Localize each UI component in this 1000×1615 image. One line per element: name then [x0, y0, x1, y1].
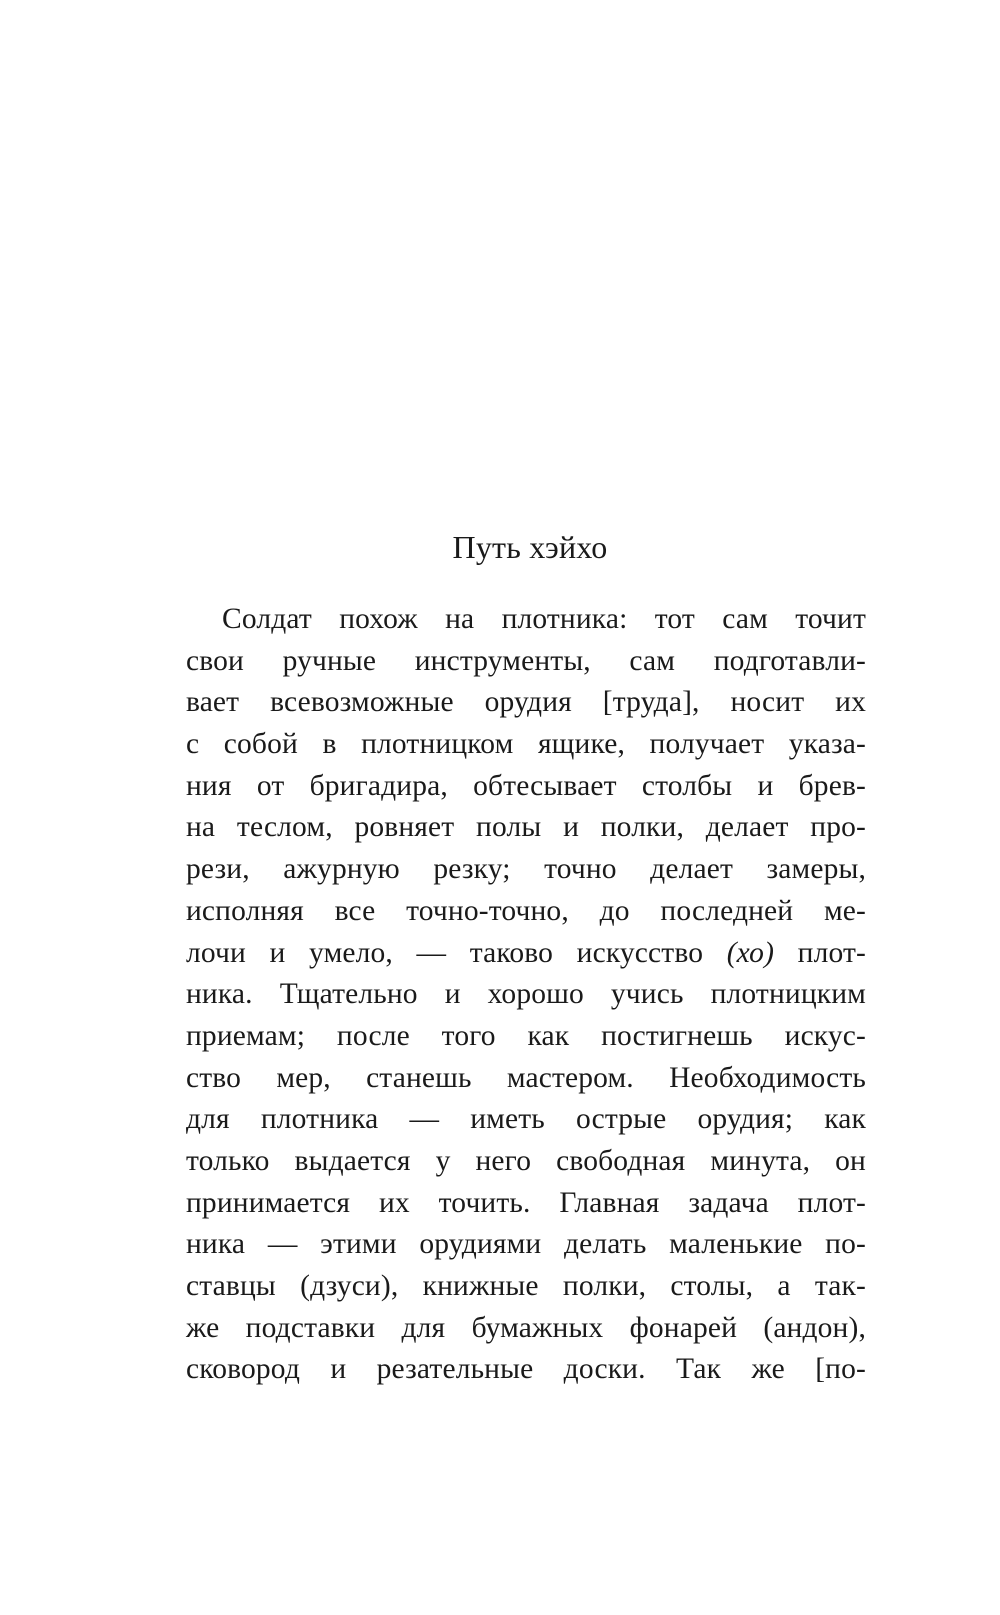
- text-line: ника. Тщательно и хорошо учись плотницким: [186, 978, 866, 1011]
- italic-term: (хо): [726, 936, 775, 969]
- text-line: ния от бригадира, обтесывает столбы и брев-: [186, 769, 866, 802]
- text-line: на теслом, ровняет полы и полки, делает про-: [186, 811, 866, 844]
- text-line: Солдат похож на плотника: тот сам точит: [222, 603, 866, 635]
- text-line: ставцы (дзуси), книжные полки, столы, а так-: [186, 1270, 866, 1302]
- text-line: рези, ажурную резку; точно делает замеры,: [186, 853, 866, 886]
- text-line: ство мер, станешь мастером. Необходимость: [186, 1061, 866, 1094]
- text-line: свои ручные инструменты, сам подготавли-: [186, 644, 866, 677]
- text-line: для плотника — иметь острые орудия; как: [186, 1103, 866, 1136]
- text-segment: плот-: [774, 936, 866, 969]
- text-line: ника — этими орудиями делать маленькие по-: [186, 1228, 866, 1261]
- chapter-title: Путь хэйхо: [452, 529, 608, 565]
- text-line: же подставки для бумажных фонарей (андон),: [186, 1311, 866, 1344]
- text-line: вает всевозможные орудия [труда], носит их: [186, 686, 866, 719]
- text-line: исполняя все точно-точно, до последней ме-: [186, 894, 866, 927]
- text-line-with-italic: [186, 933, 866, 975]
- text-line: сковород и резательные доски. Так же [по-: [186, 1353, 866, 1386]
- text-segment: лочи и умело, — таково искусство: [186, 936, 727, 969]
- text-line: только выдается у него свободная минута, он: [186, 1144, 866, 1177]
- text-line: с собой в плотницком ящике, получает указа-: [186, 728, 866, 761]
- text-line: принимается их точить. Главная задача плот-: [186, 1186, 866, 1219]
- body-paragraph: [186, 599, 866, 1391]
- text-line: приемам; после того как постигнешь искус-: [186, 1019, 866, 1052]
